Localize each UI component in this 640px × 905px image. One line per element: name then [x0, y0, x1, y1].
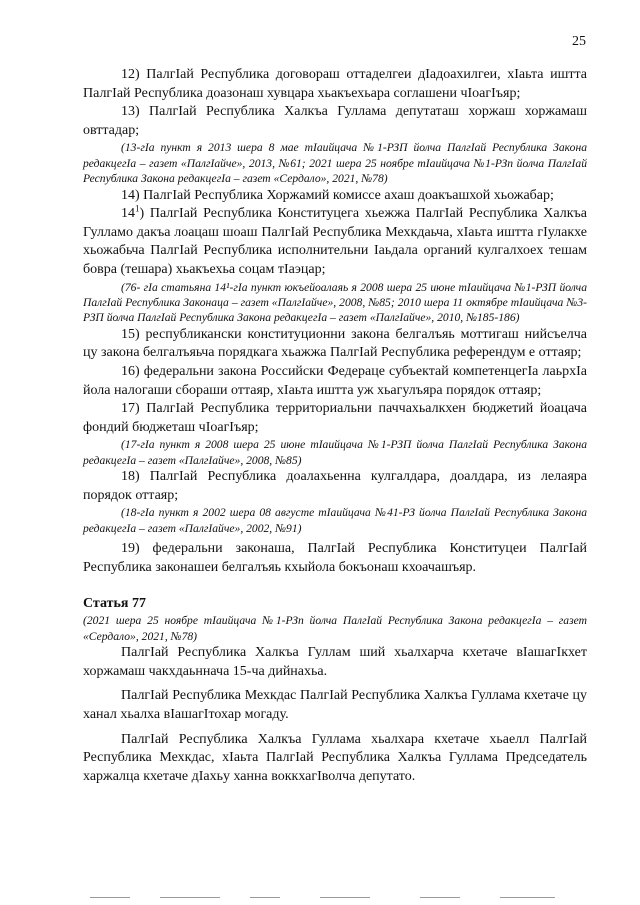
clause-superscript: 1 [135, 203, 140, 214]
clause-16: 16) федеральни закона Российски Федераце субъектай компетенцегIа лаьрхIа йола налогаши сбораши оттаяр, хIаьта иштта уж хьагулъяра порядок оттаяр; [83, 363, 587, 398]
article-title: Статья 77 [83, 596, 146, 612]
clause-18: 18) ПалгIай Республика доалахьенна кулгалдара, доалдара, из лелаяра порядок оттаяр; [83, 469, 587, 503]
clause-15: 15) республикански конституционни закона белгалъяь моттигаш нийсъелча цу закона белгалъяьча порядкага хьажжа ПалгIай Республика референдум е оттаяр; [83, 326, 587, 361]
clause-number: 14 [121, 206, 135, 222]
clause-text: ) ПалгIай Республика Конституцега хьежжа ПалгIай Республика Халкъа Гулламо дакъа лоацаш шоаш ПалгIай Республика Мехкдаьча, хIаьта иштта гIулакхе хьожабьча ПалгIай Республика исполнительни Iаьдала органий кулгалхоех тешам боврa (тешара) хьакъехьа соцам тIаэцар; [83, 206, 587, 277]
amendment-note-14-1: (76- гIа статьяна 14¹-гIа пункт юкъейоалаяь я 2008 шера 25 июне тIаийцача №1-РЗП йолча ПалгIай Республика Законаца – газет «ПалгIайче», 2008, №85; 2010 шера 11 октябре тIаийцача №3-РЗП йолча ПалгIай Республика Закона редакцегIа – газет «ПалгIайче», 2010, №185-186) [83, 280, 587, 325]
amendment-note-18: (18-гIа пункт я 2002 шера 08 августе тIаийцача №41-РЗ йолча ПалгIай Республика Закона редакцегIа – газет «ПалгIайче», 2002, №91) [83, 506, 587, 535]
amendment-note-17: (17-гIа пункт я 2008 шера 25 июне тIаийцача №1-РЗП йолча ПалгIай Республика Закона редакцегIа – газет «ПалгIайче», 2008, №85) [83, 438, 587, 467]
page-number: 25 [572, 34, 586, 49]
clause-14: 14) ПалгIай Республика Хоржамий комиссе ахаш доакъашхой хьожабар; [121, 187, 554, 203]
document-body [83, 66, 587, 786]
article-paragraph: ПалгIай Республика Халкъа Гуллам ший хьалхарча кхетаче вIашагIкхет хоржамаш чакхдаьннача 15-ча дийнахьа. [83, 645, 587, 679]
amendment-note-13: (13-гIа пункт я 2013 шера 8 мае тIаийцача №1-РЗП йолча ПалгIай Республика Закона редакцегIа – газет «ПалгIайче», 2013, №61; 2021 шера 25 ноябре тIаийцача №1-РЗп йолча ПалгIай Республика Закона редакцегIа – газет «Сердало», 2021, №78) [83, 141, 587, 186]
clause-12: 12) ПалгIай Республика договораш оттаделгеи дIадоахилгеи, хIаьта иштта ПалгIай Республика доазонаш хувцара хьакъехьара соглашени чIоагIъяр; [83, 67, 587, 101]
clause-17: 17) ПалгIай Республика территориальни паччахьалкхен бюджетий йоацача фондий бюджеташ чIоагIъяр; [83, 401, 587, 435]
article-paragraph: ПалгIай Республика Мехкдас ПалгIай Республика Халкъа Гуллама кхетаче цу ханал хьалха вIашагIтохар могаду. [83, 688, 587, 722]
article-amendment-note: (2021 шера 25 ноябре тIаийцача №1-РЗп йолча ПалгIай Республика Закона редакцегIа – газет «Сердало», 2021, №78) [83, 614, 587, 643]
article-paragraph: ПалгIай Республика Халкъа Гуллама хьалхара кхетаче хьаелл ПалгIай Республика Мехкдас, хIаьта ПалгIай Республика Халкъа Гуллама Председатель харжалца кхетаче дIахьу ханна воккхагIволча депутато. [83, 731, 587, 784]
clause-13: 13) ПалгIай Республика Халкъа Гуллама депутаташ хоржаш хоржамаш овттадар; [83, 104, 587, 138]
footer-scan-marks [90, 897, 560, 903]
clause-14-1 [83, 205, 587, 279]
clause-19: 19) федеральни законаша, ПалгIай Республика Конституцеи ПалгIай Республика законашеи белгалъяь кхыйола бокъонаш кхоачашъяр. [83, 541, 587, 575]
